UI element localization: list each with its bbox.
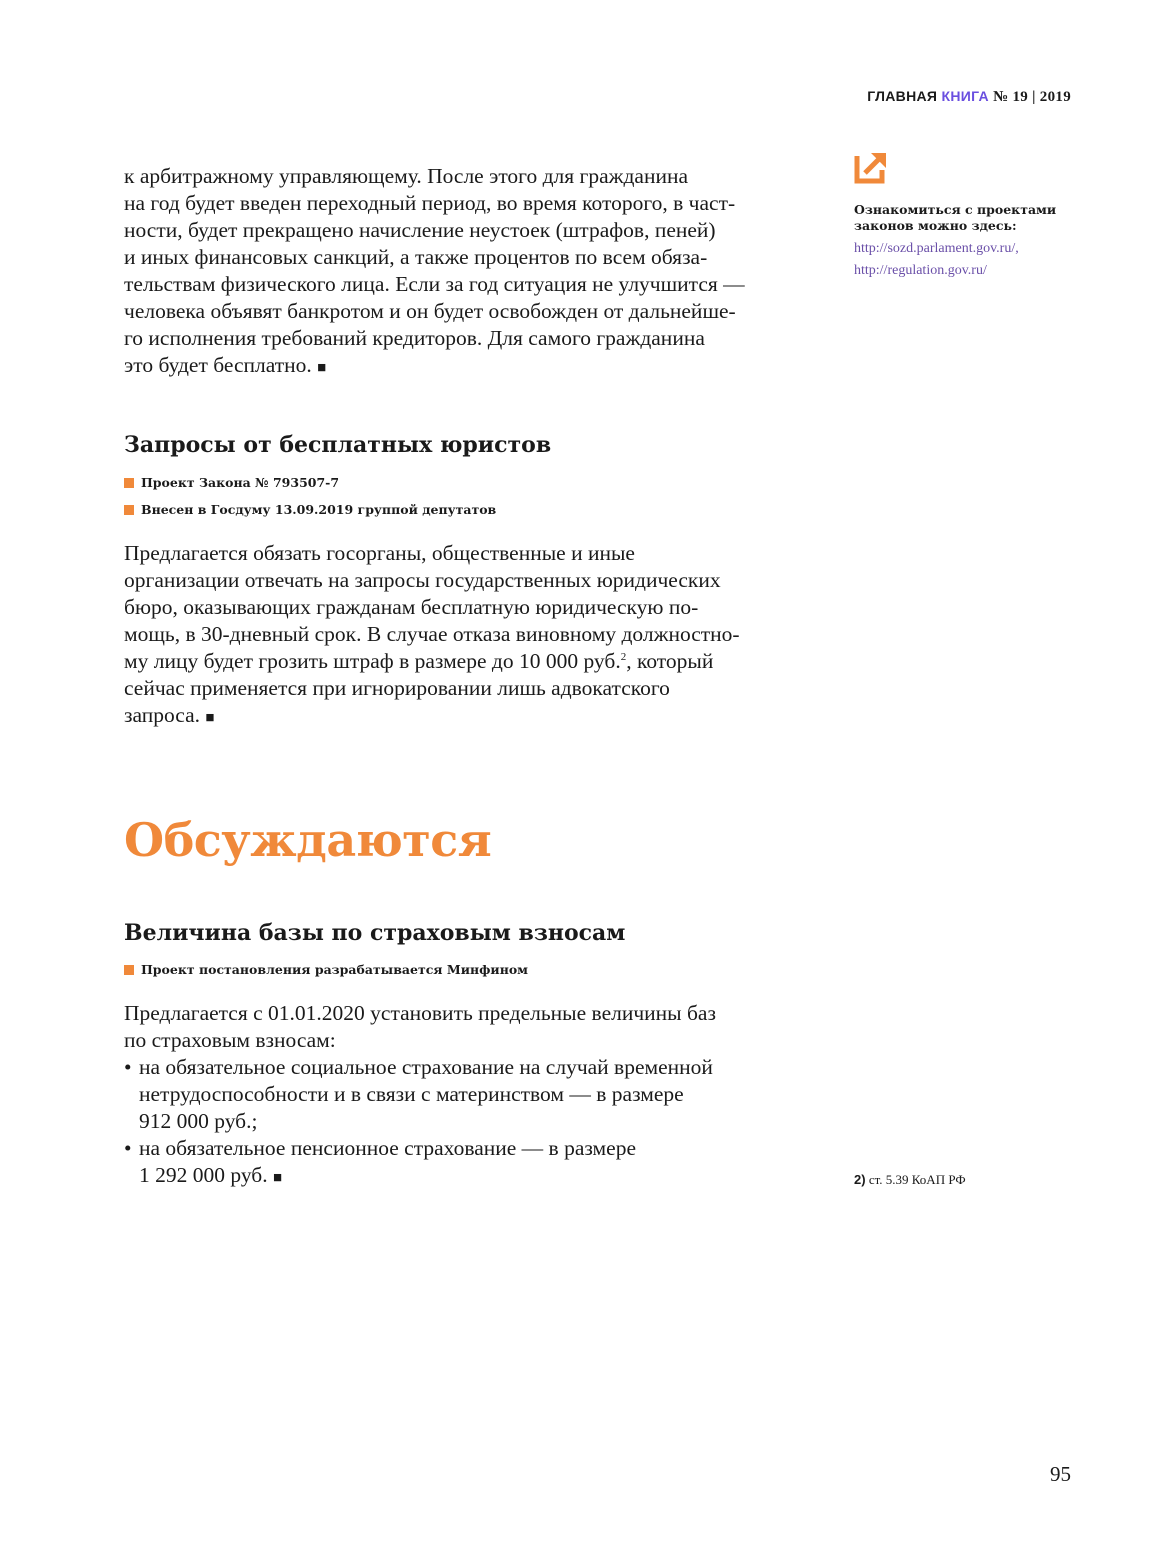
orange-square-icon xyxy=(124,965,134,975)
link-sozd[interactable]: http://sozd.parlament.gov.ru/, xyxy=(854,241,1019,256)
bullet-item xyxy=(124,1054,814,1135)
meta-text: Внесен в Госдуму 13.09.2019 группой депутатов xyxy=(141,502,497,517)
sidebar-lead: Ознакомиться с проектами законов можно здесь: xyxy=(854,202,1057,233)
article-title: Величина базы по страховым взносам xyxy=(124,920,626,946)
meta-status xyxy=(124,956,814,983)
page-number: 95 xyxy=(1050,1462,1071,1486)
bullet-item xyxy=(124,1135,814,1192)
end-mark: ■ xyxy=(205,710,215,726)
article-body-text: Предлагается обязать госорганы, общественные и иные организации отвечать на запросы государственных юридических бюро, оказывающих гражданам бесплатную юридическую по- мощь, в 30-дневный срок. В случае отказа виновному должностно- му лицу будет грозить штраф в размере до 10 000 руб. xyxy=(124,541,740,673)
issue-number: № 19 | 2019 xyxy=(993,89,1071,105)
article-body xyxy=(124,540,814,732)
article-continuation xyxy=(124,163,814,382)
end-mark: ■ xyxy=(273,1170,283,1186)
article-insurance-base xyxy=(124,919,814,1192)
brand-accent: КНИГА xyxy=(941,88,989,104)
footnote-ref: 2 xyxy=(620,650,627,663)
sidebar-note xyxy=(854,150,1084,282)
bullet-list xyxy=(124,1054,814,1192)
article-title: Запросы от бесплатных юристов xyxy=(124,432,552,458)
meta-submitted xyxy=(124,496,814,523)
footnote xyxy=(854,1172,966,1188)
article-free-lawyers xyxy=(124,431,814,732)
meta-text: Проект постановления разрабатывается Минфином xyxy=(141,962,529,977)
article-body xyxy=(124,163,814,382)
running-header xyxy=(867,88,1071,106)
footnote-number: 2) xyxy=(854,1172,866,1187)
bullet-text: на обязательное пенсионное страхование — в размере 1 292 000 руб. xyxy=(139,1136,636,1187)
article-body-text: , который сейчас применяется при игнорировании лишь адвокатского запроса. xyxy=(124,649,714,727)
orange-square-icon xyxy=(124,505,134,515)
end-mark: ■ xyxy=(317,360,327,376)
orange-square-icon xyxy=(124,478,134,488)
article-body-text: к арбитражному управляющему. После этого для гражданина на год будет введен переходный период, во время которого, в част- ности, будет прекращено начисление неустоек (штрафов, пеней) и иных финансовых санкций, а также процентов по всем обяза- тельствам физического лица. Если за год ситуация не улучшится — человека объявят банкротом и он будет освобожден от дальнейше- го исполнения требований кредиторов. Для самого гражданина это будет бесплатно. xyxy=(124,164,745,377)
external-link-icon xyxy=(854,150,888,184)
footnote-text: ст. 5.39 КоАП РФ xyxy=(868,1172,966,1187)
section-title: Обсуждаются xyxy=(124,813,492,867)
meta-bill-number xyxy=(124,469,814,496)
bullet-text: на обязательное социальное страхование на случай временной нетрудоспособности и в связи с материнством — в размере 912 000 руб.; xyxy=(139,1055,713,1133)
section-heading xyxy=(124,813,814,867)
meta-text: Проект Закона № 793507-7 xyxy=(141,475,340,490)
link-regulation[interactable]: http://regulation.gov.ru/ xyxy=(854,263,987,278)
article-intro: Предлагается с 01.01.2020 установить предельные величины баз по страховым взносам: xyxy=(124,1001,716,1052)
brand-main: ГЛАВНАЯ xyxy=(867,88,938,104)
